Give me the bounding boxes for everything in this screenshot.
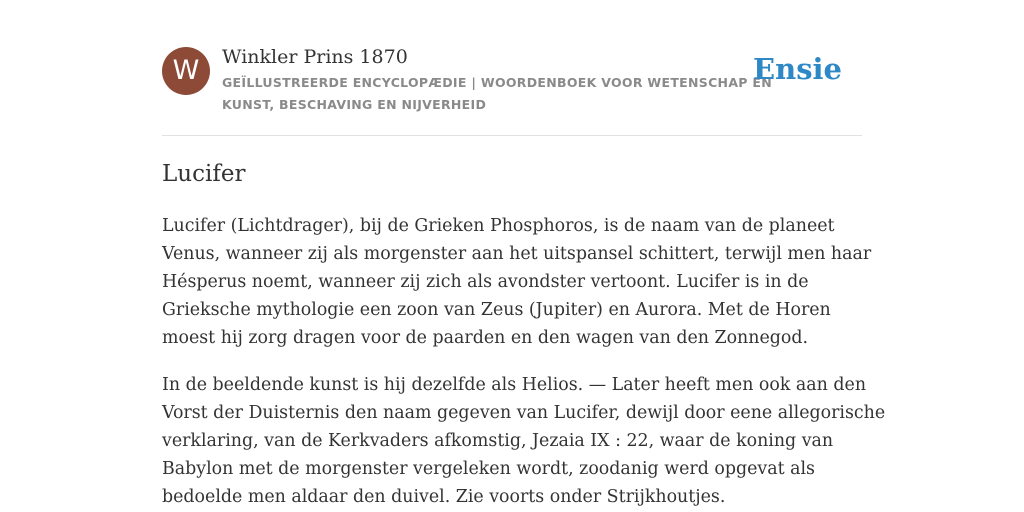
header-divider xyxy=(162,135,862,136)
paragraph-line: Hésperus noemt, wanneer zij zich als avondster vertoont. Lucifer is in de xyxy=(162,272,809,292)
paragraph-line: verklaring, van de Kerkvaders afkomstig, Jezaia IX : 22, waar de koning van xyxy=(162,431,834,451)
source-title[interactable]: Winkler Prins 1870 xyxy=(222,46,408,68)
ensie-logo[interactable]: Ensie xyxy=(753,52,842,86)
article-title: Lucifer xyxy=(162,161,246,187)
paragraph-line: Venus, wanneer zij als morgenster aan het uitspansel schittert, terwijl men haar xyxy=(162,244,872,264)
source-subtitle xyxy=(222,72,772,116)
source-subtitle-line: KUNST, BESCHAVING EN NIJVERHEID xyxy=(222,97,487,112)
paragraph-line: Vorst der Duisternis den naam gegeven van Lucifer, dewijl door eene allegorische xyxy=(162,403,886,423)
source-header xyxy=(162,43,862,123)
paragraph-line: moest hij zorg dragen voor de paarden en den wagen van den Zonnegod. xyxy=(162,328,809,348)
paragraph-line: Lucifer (Lichtdrager), bij de Grieken Phosphoros, is de naam van de planeet xyxy=(162,216,835,236)
article-paragraph xyxy=(162,212,882,352)
article-body xyxy=(162,212,886,512)
source-avatar[interactable]: W xyxy=(162,47,210,95)
paragraph-line: In de beeldende kunst is hij dezelfde als Helios. — Later heeft men ook aan den xyxy=(162,375,867,395)
source-subtitle-line: GEÏLLUSTREERDE ENCYCLOPÆDIE | WOORDENBOEK VOOR WETENSCHAP EN xyxy=(222,75,772,90)
paragraph-line: Babylon met de morgenster vergeleken wordt, zoodanig werd opgevat als xyxy=(162,459,815,479)
paragraph-line: Grieksche mythologie een zoon van Zeus (Jupiter) en Aurora. Met de Horen xyxy=(162,300,831,320)
article-paragraph xyxy=(162,371,886,511)
paragraph-line: bedoelde men aldaar den duivel. Zie voorts onder Strijkhoutjes. xyxy=(162,487,726,507)
